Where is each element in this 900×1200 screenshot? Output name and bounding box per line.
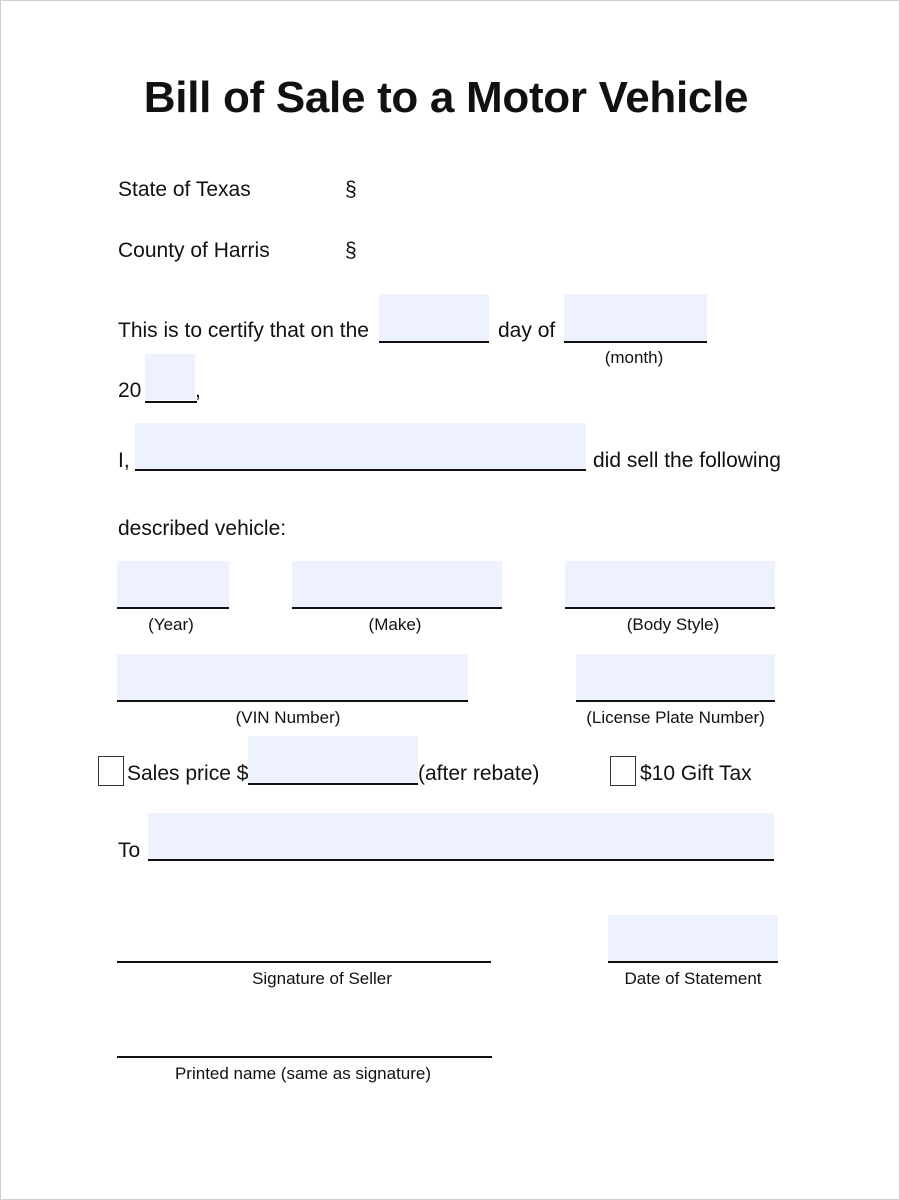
- sales-price-checkbox[interactable]: [98, 756, 124, 786]
- described-vehicle-text: described vehicle:: [118, 517, 287, 540]
- section-symbol-state: §: [345, 178, 357, 201]
- document-title: Bill of Sale to a Motor Vehicle: [143, 73, 749, 122]
- vehicle-make-field[interactable]: [292, 561, 502, 609]
- state-label: State of Texas: [118, 178, 251, 201]
- license-plate-caption: (License Plate Number): [586, 708, 765, 727]
- year-suffix-field[interactable]: [145, 354, 195, 400]
- signature-of-seller-caption: Signature of Seller: [252, 969, 392, 988]
- printed-name-caption: Printed name (same as signature): [174, 1064, 432, 1083]
- printed-name-line[interactable]: [117, 1056, 492, 1058]
- date-of-statement-field[interactable]: [608, 915, 778, 963]
- year-suffix-underline: [145, 401, 197, 403]
- gift-tax-label: $10 Gift Tax: [640, 762, 752, 785]
- make-caption: (Make): [368, 615, 422, 634]
- body-style-caption: (Body Style): [626, 615, 720, 634]
- vin-caption: (VIN Number): [235, 708, 341, 727]
- day-field[interactable]: [379, 294, 489, 343]
- day-of-text: day of: [498, 319, 556, 342]
- to-label: To: [118, 839, 141, 862]
- month-caption: (month): [604, 348, 664, 367]
- sales-price-label: Sales price $: [127, 762, 249, 785]
- year-caption: (Year): [148, 615, 194, 634]
- month-field[interactable]: [564, 294, 707, 343]
- gift-tax-checkbox[interactable]: [610, 756, 636, 786]
- year-prefix: 20: [118, 379, 142, 402]
- certify-text: This is to certify that on the: [118, 319, 369, 342]
- seller-name-field[interactable]: [135, 423, 586, 471]
- sales-price-field[interactable]: [248, 736, 418, 783]
- sales-price-underline: [248, 783, 418, 785]
- did-sell-text: did sell the following: [593, 449, 781, 472]
- buyer-field[interactable]: [148, 813, 774, 861]
- section-symbol-county: §: [345, 239, 357, 262]
- seller-signature-line[interactable]: [117, 961, 491, 963]
- vehicle-body-style-field[interactable]: [565, 561, 775, 609]
- i-label: I,: [118, 449, 130, 472]
- after-rebate-text: (after rebate): [418, 762, 540, 785]
- county-label: County of Harris: [118, 239, 270, 262]
- vehicle-year-field[interactable]: [117, 561, 229, 609]
- year-comma: ,: [195, 379, 201, 402]
- date-of-statement-caption: Date of Statement: [624, 969, 762, 988]
- license-plate-field[interactable]: [576, 654, 775, 702]
- vin-number-field[interactable]: [117, 654, 468, 702]
